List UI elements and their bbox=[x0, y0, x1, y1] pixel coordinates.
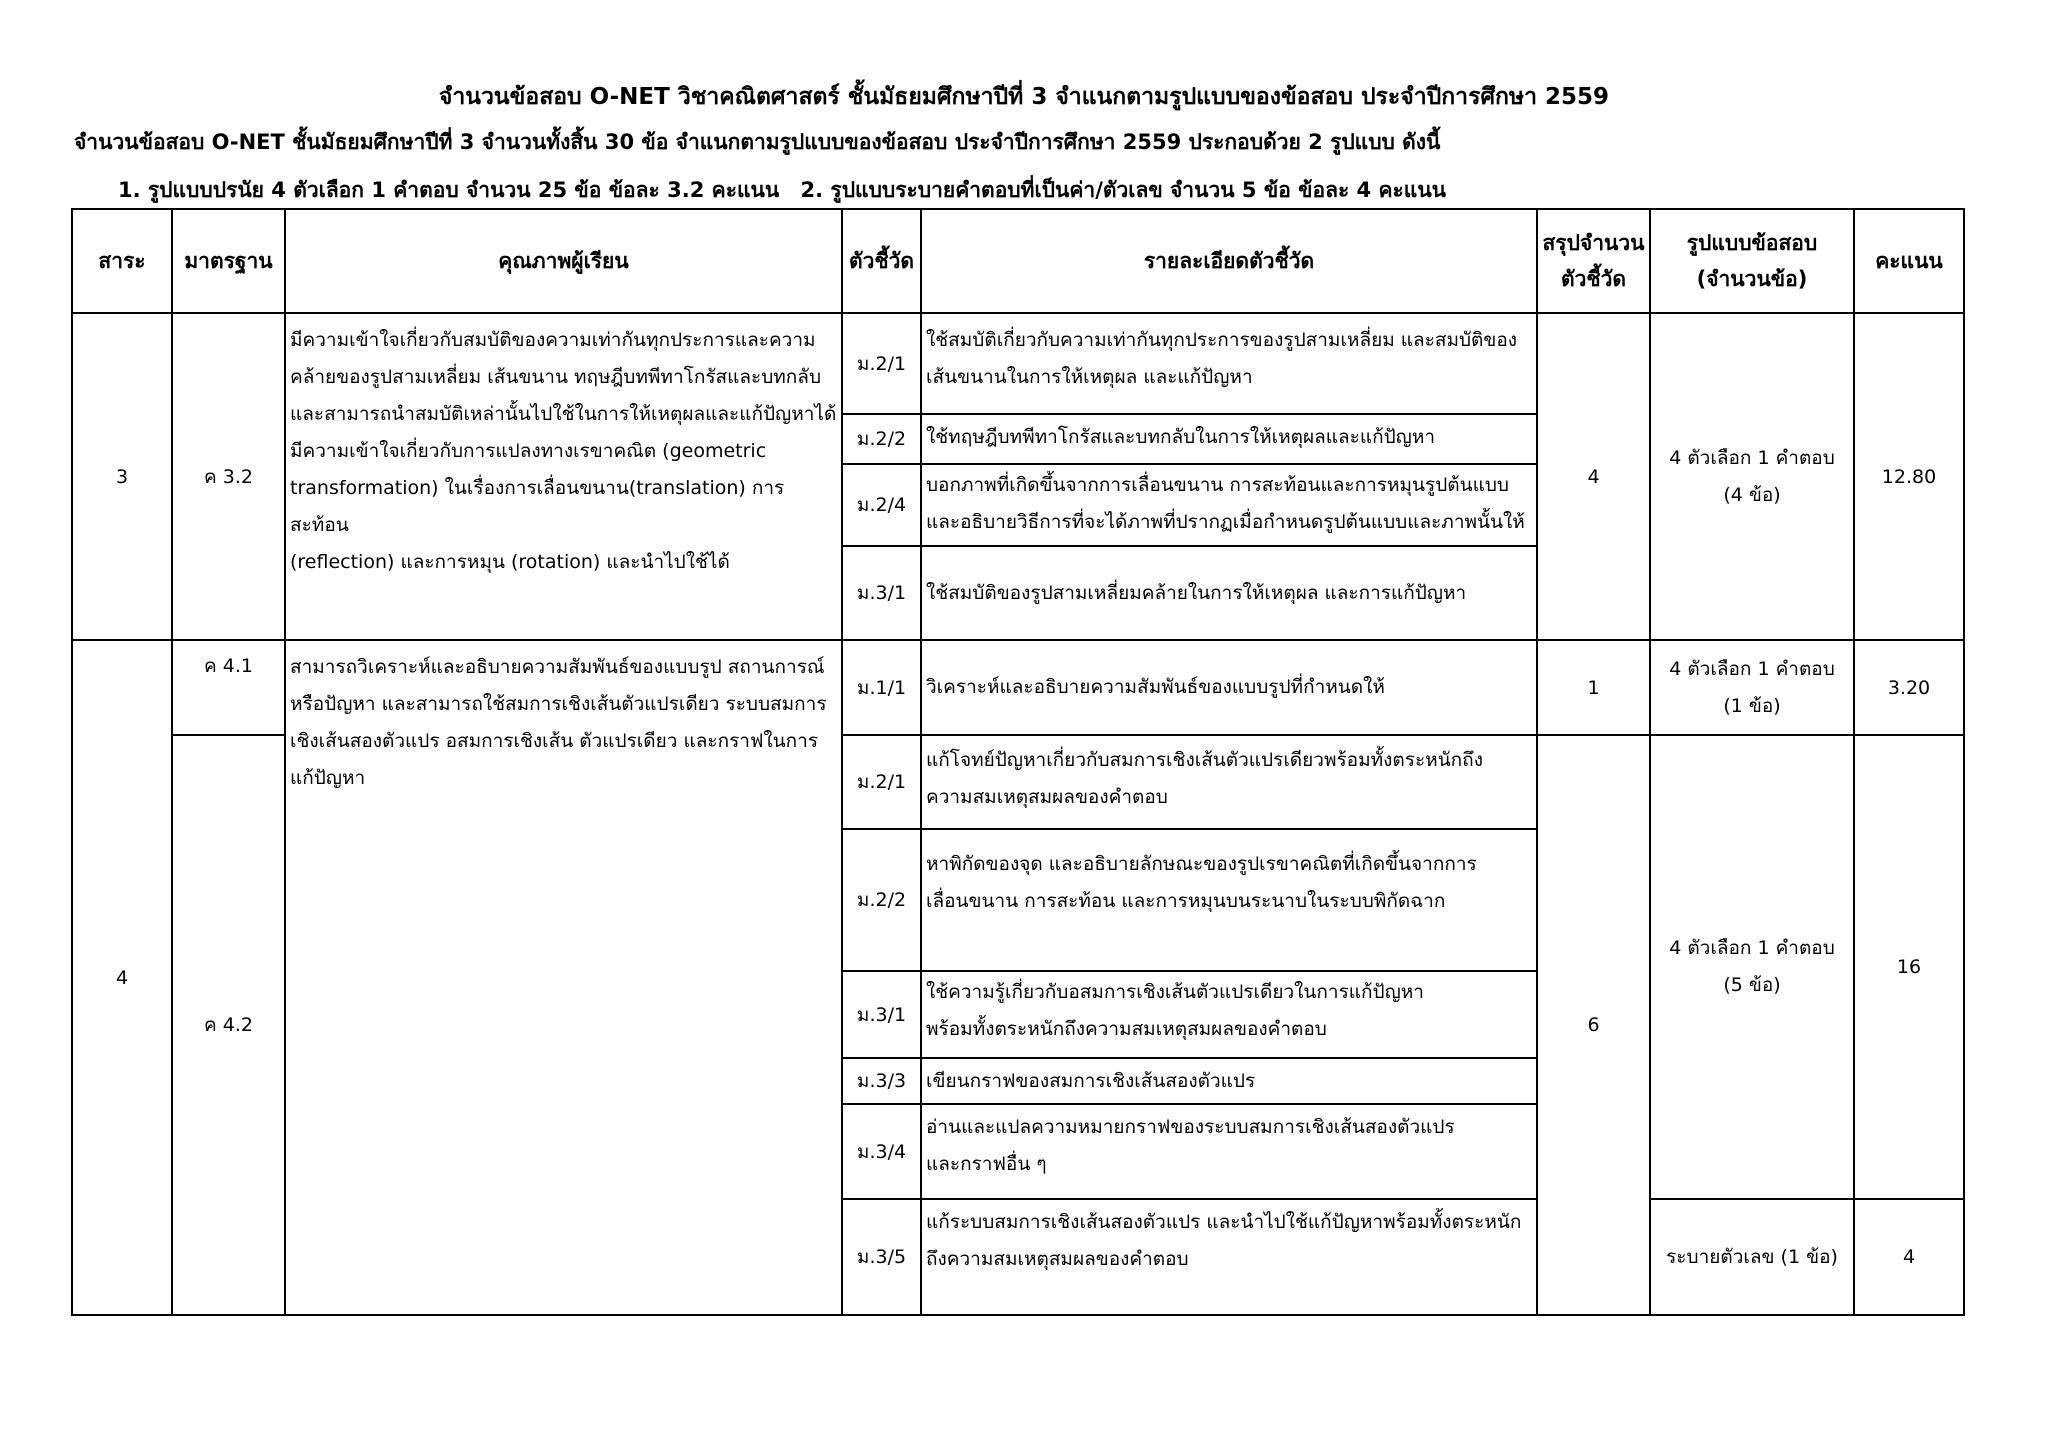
col-header-quality: คุณภาพผู้เรียน bbox=[285, 209, 842, 313]
quality-cell bbox=[285, 313, 842, 640]
detail-cell bbox=[921, 829, 1537, 971]
detail-line: ใช้สมบัติของรูปสามเหลี่ยมคล้ายในการให้เหตุผล และการแก้ปัญหา bbox=[926, 581, 1467, 604]
score-cell: 12.80 bbox=[1854, 313, 1964, 640]
format-cell bbox=[1650, 735, 1854, 1199]
col-header-standard: มาตรฐาน bbox=[172, 209, 285, 313]
detail-cell bbox=[921, 414, 1537, 464]
quality-line: เชิงเส้นสองตัวแปร อสมการเชิงเส้น ตัวแปรเดียว และกราฟในการ bbox=[290, 730, 819, 752]
indicator-cell: ม.3/4 bbox=[842, 1104, 921, 1199]
quality-cell bbox=[285, 640, 842, 1315]
detail-line: และอธิบายวิธีการที่จะได้ภาพที่ปรากฏเมื่อกำหนดรูปต้นแบบและภาพนั้นให้ bbox=[926, 511, 1525, 533]
format-description bbox=[118, 174, 1460, 206]
col-header-indicator: ตัวชี้วัด bbox=[842, 209, 921, 313]
strand-cell: 4 bbox=[72, 640, 172, 1315]
detail-line: แก้โจทย์ปัญหาเกี่ยวกับสมการเชิงเส้นตัวแปรเดียวพร้อมทั้งตระหนักถึง bbox=[926, 749, 1483, 771]
format-line: 4 ตัวเลือก 1 คำตอบ bbox=[1669, 937, 1835, 959]
col-header-strand: สาระ bbox=[72, 209, 172, 313]
format-line: (4 ข้อ) bbox=[1723, 483, 1781, 506]
standard-cell: ค 4.2 bbox=[172, 735, 285, 1315]
detail-cell bbox=[921, 464, 1537, 546]
indicator-cell: ม.2/4 bbox=[842, 464, 921, 546]
col-header-detail: รายละเอียดตัวชี้วัด bbox=[921, 209, 1537, 313]
col-header-format bbox=[1650, 209, 1854, 313]
quality-line: มีความเข้าใจเกี่ยวกับการแปลงทางเรขาคณิต (geometric bbox=[290, 440, 767, 462]
detail-line: ใช้สมบัติเกี่ยวกับความเท่ากันทุกประการของรูปสามเหลี่ยม และสมบัติของ bbox=[926, 329, 1518, 351]
detail-line: ความสมเหตุสมผลของคำตอบ bbox=[926, 786, 1168, 808]
detail-line: และกราฟอื่น ๆ bbox=[926, 1153, 1047, 1175]
format-line: 4 ตัวเลือก 1 คำตอบ bbox=[1669, 446, 1835, 469]
strand-cell: 3 bbox=[72, 313, 172, 640]
quality-line: หรือปัญหา และสามารถใช้สมการเชิงเส้นตัวแปรเดียว ระบบสมการ bbox=[290, 693, 827, 715]
count-cell: 4 bbox=[1537, 313, 1650, 640]
detail-line: แก้ระบบสมการเชิงเส้นสองตัวแปร และนำไปใช้แก้ปัญหาพร้อมทั้งตระหนัก bbox=[926, 1211, 1522, 1233]
detail-line: เส้นขนานในการให้เหตุผล และแก้ปัญหา bbox=[926, 366, 1253, 388]
quality-line: สามารถวิเคราะห์และอธิบายความสัมพันธ์ของแบบรูป สถานการณ์ bbox=[290, 656, 825, 678]
indicator-cell: ม.2/1 bbox=[842, 313, 921, 414]
standard-cell: ค 4.1 bbox=[172, 640, 285, 735]
detail-cell bbox=[921, 640, 1537, 735]
col-header-count bbox=[1537, 209, 1650, 313]
format-cell bbox=[1650, 313, 1854, 640]
exam-blueprint-table bbox=[71, 208, 1965, 1316]
quality-line: คล้ายของรูปสามเหลี่ยม เส้นขนาน ทฤษฎีบทพีทาโกรัสและบทกลับ bbox=[290, 366, 822, 388]
indicator-cell: ม.1/1 bbox=[842, 640, 921, 735]
detail-line: ใช้ความรู้เกี่ยวกับอสมการเชิงเส้นตัวแปรเดียวในการแก้ปัญหา bbox=[926, 981, 1424, 1003]
standard-cell: ค 3.2 bbox=[172, 313, 285, 640]
format-line: (5 ข้อ) bbox=[1723, 974, 1781, 996]
detail-line: บอกภาพที่เกิดขึ้นจากการเลื่อนขนาน การสะท้อนและการหมุนรูปต้นแบบ bbox=[926, 474, 1509, 496]
col-header-count-line1: สรุปจำนวน bbox=[1542, 231, 1645, 255]
score-cell: 4 bbox=[1854, 1199, 1964, 1315]
format-cell bbox=[1650, 640, 1854, 735]
page-title: จำนวนข้อสอบ O-NET วิชาคณิตศาสตร์ ชั้นมัธยมศึกษาปีที่ 3 จำแนกตามรูปแบบของข้อสอบ ประจำปีการศึกษา 2559 bbox=[438, 84, 1610, 110]
detail-cell bbox=[921, 313, 1537, 414]
detail-cell bbox=[921, 1104, 1537, 1199]
table-header-row bbox=[72, 209, 1964, 313]
quality-line: มีความเข้าใจเกี่ยวกับสมบัติของความเท่ากันทุกประการและความ bbox=[290, 329, 816, 351]
detail-line: วิเคราะห์และอธิบายความสัมพันธ์ของแบบรูปที่กำหนดให้ bbox=[926, 676, 1385, 698]
detail-line: ถึงความสมเหตุสมผลของคำตอบ bbox=[926, 1248, 1189, 1270]
indicator-cell: ม.3/3 bbox=[842, 1058, 921, 1104]
indicator-cell: ม.3/1 bbox=[842, 546, 921, 640]
score-cell: 16 bbox=[1854, 735, 1964, 1199]
detail-line: เขียนกราฟของสมการเชิงเส้นสองตัวแปร bbox=[926, 1069, 1256, 1092]
indicator-cell: ม.2/1 bbox=[842, 735, 921, 829]
format-cell: ระบายตัวเลข (1 ข้อ) bbox=[1650, 1199, 1854, 1315]
table-row bbox=[72, 640, 1964, 735]
quality-line: และสามารถนำสมบัติเหล่านั้นไปใช้ในการให้เหตุผลและแก้ปัญหาได้ bbox=[290, 403, 837, 425]
detail-line: เลื่อนขนาน การสะท้อน และการหมุนบนระนาบในระบบพิกัดฉาก bbox=[926, 890, 1446, 912]
detail-line: ใช้ทฤษฎีบทพีทาโกรัสและบทกลับในการให้เหตุผลและแก้ปัญหา bbox=[926, 426, 1436, 448]
detail-line: หาพิกัดของจุด และอธิบายลักษณะของรูปเรขาคณิตที่เกิดขึ้นจากการ bbox=[926, 853, 1477, 875]
indicator-cell: ม.2/2 bbox=[842, 829, 921, 971]
col-header-format-line1: รูปแบบข้อสอบ bbox=[1686, 231, 1818, 255]
table-row bbox=[72, 313, 1964, 414]
format-line: (1 ข้อ) bbox=[1723, 694, 1781, 717]
detail-cell bbox=[921, 546, 1537, 640]
count-cell: 1 bbox=[1537, 640, 1650, 735]
count-cell: 6 bbox=[1537, 735, 1650, 1315]
detail-cell bbox=[921, 735, 1537, 829]
col-header-format-line2: (จำนวนข้อ) bbox=[1696, 267, 1808, 291]
quality-line: (reflection) และการหมุน (rotation) และนำไปใช้ได้ bbox=[290, 551, 730, 573]
score-cell: 3.20 bbox=[1854, 640, 1964, 735]
format-line: 4 ตัวเลือก 1 คำตอบ bbox=[1669, 657, 1835, 680]
format-2-text: 2. รูปแบบระบายคำตอบที่เป็นค่า/ตัวเลข จำนวน 5 ข้อ ข้อละ 4 คะแนน bbox=[800, 178, 1447, 202]
quality-line: แก้ปัญหา bbox=[290, 767, 366, 789]
col-header-count-line2: ตัวชี้วัด bbox=[1560, 267, 1627, 291]
detail-line: พร้อมทั้งตระหนักถึงความสมเหตุสมผลของคำตอบ bbox=[926, 1018, 1327, 1040]
detail-line: อ่านและแปลความหมายกราฟของระบบสมการเชิงเส้นสองตัวแปร bbox=[926, 1116, 1455, 1138]
format-1-text: 1. รูปแบบปรนัย 4 ตัวเลือก 1 คำตอบ จำนวน 25 ข้อ ข้อละ 3.2 คะแนน bbox=[118, 178, 780, 202]
detail-cell bbox=[921, 1058, 1537, 1104]
detail-cell bbox=[921, 971, 1537, 1058]
indicator-cell: ม.3/5 bbox=[842, 1199, 921, 1315]
quality-line: transformation) ในเรื่องการเลื่อนขนาน(translation) การสะท้อน bbox=[290, 477, 785, 536]
indicator-cell: ม.2/2 bbox=[842, 414, 921, 464]
col-header-score: คะแนน bbox=[1854, 209, 1964, 313]
detail-cell bbox=[921, 1199, 1537, 1315]
page-subtitle: จำนวนข้อสอบ O-NET ชั้นมัธยมศึกษาปีที่ 3 จำนวนทั้งสิ้น 30 ข้อ จำแนกตามรูปแบบของข้อสอบ ประจำปีการศึกษา 2559 ประกอบด้วย 2 รูปแบบ ดังนี้ bbox=[74, 130, 1441, 154]
indicator-cell: ม.3/1 bbox=[842, 971, 921, 1058]
